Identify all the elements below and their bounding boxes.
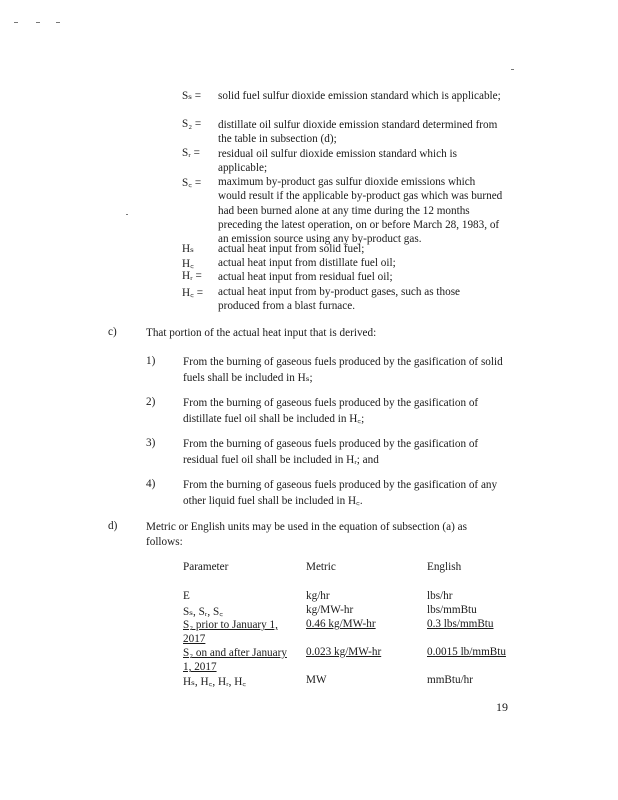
definition-text: maximum by-product gas sulfur dioxide emissions which would result if the applicable by-product gas which was burned had been burned alone at any time during the 12 months preceding the latest operation, on or before March 28, 1983, of an emission source using any by-product gas. bbox=[218, 176, 503, 246]
definition-symbol: S₂ = bbox=[182, 118, 202, 130]
definition-symbol: H꜀ = bbox=[182, 287, 204, 299]
definition-text: distillate oil sulfur dioxide emission standard determined from the table in subsection (d); bbox=[218, 119, 498, 146]
table-cell: E bbox=[183, 590, 190, 602]
definition-symbol: Sᵣ = bbox=[182, 147, 200, 159]
definition-text: actual heat input from by-product gases, such as those produced from a blast furnace. bbox=[218, 286, 461, 313]
definition-symbol: H꜀ bbox=[182, 258, 194, 270]
table-cell: S₂ prior to January 1, 2017 bbox=[183, 619, 278, 645]
scan-mark bbox=[14, 22, 18, 23]
scan-mark bbox=[511, 69, 514, 70]
definition-symbol: Hᵣ = bbox=[182, 270, 202, 282]
item-text: From the burning of gaseous fuels produced by the gasification of residual fuel oil shall be included in Hᵣ; and bbox=[183, 438, 479, 466]
table-cell: lbs/mmBtu bbox=[427, 604, 477, 616]
table-cell: 0.0015 lb/mmBtu bbox=[427, 646, 506, 658]
scan-mark bbox=[126, 214, 128, 215]
definition-text: residual oil sulfur dioxide emission standard which is applicable; bbox=[218, 148, 457, 175]
table-cell: kg/MW-hr bbox=[306, 604, 354, 616]
definition-text: actual heat input from residual fuel oil; bbox=[218, 271, 393, 283]
section-label: d) bbox=[108, 520, 118, 532]
table-cell: 0.023 kg/MW-hr bbox=[306, 646, 382, 658]
definition-symbol: S꜀ = bbox=[182, 177, 202, 189]
item-text: From the burning of gaseous fuels produced by the gasification of solid fuels shall be included in Hₛ; bbox=[183, 356, 503, 384]
section-label: c) bbox=[108, 326, 117, 338]
definition-text: actual heat input from solid fuel; bbox=[218, 243, 365, 255]
item-text: From the burning of gaseous fuels produced by the gasification of distillate fuel oil shall be included in H꜀; bbox=[183, 397, 479, 425]
table-cell: Hₛ, H꜀, Hᵣ, H꜀ bbox=[183, 676, 247, 688]
table-cell: 0.3 lbs/mmBtu bbox=[427, 618, 494, 630]
item-number: 4) bbox=[146, 478, 156, 490]
table-cell: lbs/hr bbox=[427, 590, 453, 602]
definition-symbol: Hₛ bbox=[182, 243, 194, 255]
table-cell: mmBtu/hr bbox=[427, 674, 473, 686]
table-header: Parameter bbox=[183, 561, 229, 573]
table-header: English bbox=[427, 561, 462, 573]
scan-mark bbox=[56, 22, 60, 23]
table-header: Metric bbox=[306, 561, 336, 573]
section-heading: Metric or English units may be used in the equation of subsection (a) as follows: bbox=[146, 521, 467, 548]
table-cell: MW bbox=[306, 674, 327, 686]
item-number: 2) bbox=[146, 396, 156, 408]
scan-mark bbox=[36, 22, 40, 23]
page-number: 19 bbox=[496, 700, 508, 714]
definition-text: solid fuel sulfur dioxide emission standard which is applicable; bbox=[218, 90, 501, 102]
definition-symbol: Sₛ = bbox=[182, 90, 202, 102]
definition-text: actual heat input from distillate fuel oil; bbox=[218, 257, 396, 269]
table-cell: 0.46 kg/MW-hr bbox=[306, 618, 376, 630]
item-text: From the burning of gaseous fuels produced by the gasification of any other liquid fuel shall be included in H꜀. bbox=[183, 479, 498, 507]
table-cell: Sₛ, Sᵣ, S꜀ bbox=[183, 606, 224, 618]
table-cell: S₂ on and after January 1, 2017 bbox=[183, 647, 287, 673]
table-cell: kg/hr bbox=[306, 590, 330, 602]
section-heading: That portion of the actual heat input that is derived: bbox=[146, 327, 377, 339]
item-number: 3) bbox=[146, 437, 156, 449]
item-number: 1) bbox=[146, 355, 156, 367]
